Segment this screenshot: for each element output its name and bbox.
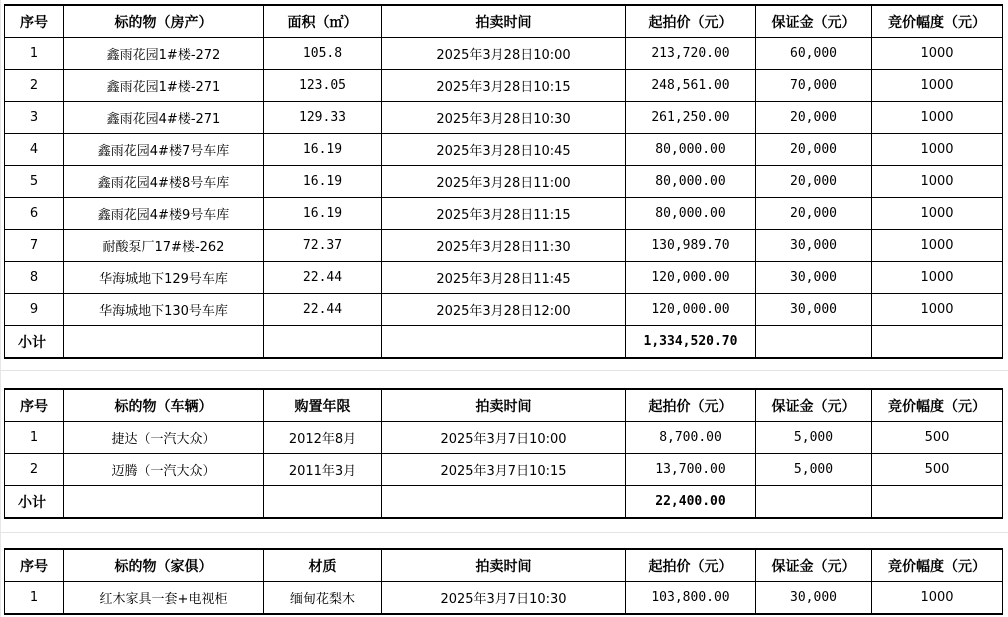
cell-bid-increment: 1000 bbox=[872, 38, 1003, 70]
header-auction-time: 拍卖时间 bbox=[382, 5, 626, 38]
cell-auction-time: 2025年3月28日11:00 bbox=[382, 166, 626, 198]
cell-starting-price: 80,000.00 bbox=[626, 166, 756, 198]
cell-deposit: 30,000 bbox=[756, 262, 872, 294]
table-row bbox=[5, 422, 1003, 454]
empty-cell bbox=[382, 486, 626, 519]
cell-area: 16.19 bbox=[264, 166, 382, 198]
cell-index: 4 bbox=[5, 134, 64, 166]
table-row bbox=[5, 454, 1003, 486]
subtotal-label: 小计 bbox=[5, 486, 64, 519]
header-item: 标的物（车辆） bbox=[64, 389, 264, 422]
cell-starting-price: 80,000.00 bbox=[626, 134, 756, 166]
cell-auction-time: 2025年3月7日10:30 bbox=[382, 582, 626, 615]
table-row bbox=[5, 102, 1003, 134]
cell-item: 红木家具一套+电视柜 bbox=[64, 582, 264, 615]
cell-bid-increment: 1000 bbox=[872, 582, 1003, 615]
cell-bid-increment: 500 bbox=[872, 422, 1003, 454]
cell-starting-price: 261,250.00 bbox=[626, 102, 756, 134]
cell-deposit: 5,000 bbox=[756, 422, 872, 454]
cell-index: 9 bbox=[5, 294, 64, 326]
cell-bid-increment: 1000 bbox=[872, 262, 1003, 294]
cell-bid-increment: 1000 bbox=[872, 198, 1003, 230]
table-row bbox=[5, 230, 1003, 262]
cell-item: 鑫雨花园4#楼7号车库 bbox=[64, 134, 264, 166]
cell-auction-time: 2025年3月28日10:00 bbox=[382, 38, 626, 70]
header-item: 标的物（房产） bbox=[64, 5, 264, 38]
subtotal-value: 1,334,520.70 bbox=[626, 326, 756, 359]
cell-bid-increment: 1000 bbox=[872, 134, 1003, 166]
cell-purchase-date: 2012年8月 bbox=[264, 422, 382, 454]
cell-bid-increment: 500 bbox=[872, 454, 1003, 486]
table-header-row bbox=[5, 5, 1003, 38]
table-header-row bbox=[5, 549, 1003, 582]
cell-item: 捷达（一汽大众） bbox=[64, 422, 264, 454]
cell-auction-time: 2025年3月7日10:15 bbox=[382, 454, 626, 486]
cell-auction-time: 2025年3月28日11:15 bbox=[382, 198, 626, 230]
cell-item: 鑫雨花园4#楼-271 bbox=[64, 102, 264, 134]
cell-deposit: 20,000 bbox=[756, 166, 872, 198]
cell-area: 16.19 bbox=[264, 134, 382, 166]
header-starting-price: 起拍价（元） bbox=[626, 549, 756, 582]
empty-cell bbox=[264, 326, 382, 359]
empty-cell bbox=[756, 326, 872, 359]
header-purchase-date: 购置年限 bbox=[264, 389, 382, 422]
header-starting-price: 起拍价（元） bbox=[626, 5, 756, 38]
header-index: 序号 bbox=[5, 5, 64, 38]
cell-area: 129.33 bbox=[264, 102, 382, 134]
cell-item: 耐酸泵厂17#楼-262 bbox=[64, 230, 264, 262]
cell-deposit: 20,000 bbox=[756, 134, 872, 166]
cell-purchase-date: 2011年3月 bbox=[264, 454, 382, 486]
header-material: 材质 bbox=[264, 549, 382, 582]
cell-area: 16.19 bbox=[264, 198, 382, 230]
cell-starting-price: 103,800.00 bbox=[626, 582, 756, 615]
cell-item: 鑫雨花园1#楼-272 bbox=[64, 38, 264, 70]
cell-bid-increment: 1000 bbox=[872, 102, 1003, 134]
cell-starting-price: 8,700.00 bbox=[626, 422, 756, 454]
header-bid-increment: 竞价幅度（元） bbox=[872, 389, 1003, 422]
empty-cell bbox=[756, 486, 872, 519]
cell-area: 22.44 bbox=[264, 294, 382, 326]
cell-index: 1 bbox=[5, 582, 64, 615]
cell-index: 7 bbox=[5, 230, 64, 262]
cell-index: 5 bbox=[5, 166, 64, 198]
empty-cell bbox=[872, 326, 1003, 359]
cell-deposit: 70,000 bbox=[756, 70, 872, 102]
cell-index: 1 bbox=[5, 38, 64, 70]
header-index: 序号 bbox=[5, 549, 64, 582]
cell-auction-time: 2025年3月28日10:45 bbox=[382, 134, 626, 166]
cell-index: 2 bbox=[5, 70, 64, 102]
cell-auction-time: 2025年3月28日10:15 bbox=[382, 70, 626, 102]
cell-deposit: 20,000 bbox=[756, 102, 872, 134]
subtotal-value: 22,400.00 bbox=[626, 486, 756, 519]
table-row bbox=[5, 582, 1003, 615]
cell-bid-increment: 1000 bbox=[872, 70, 1003, 102]
cell-index: 8 bbox=[5, 262, 64, 294]
cell-starting-price: 80,000.00 bbox=[626, 198, 756, 230]
subtotal-label: 小计 bbox=[5, 326, 64, 359]
cell-deposit: 20,000 bbox=[756, 198, 872, 230]
empty-cell bbox=[264, 486, 382, 519]
cell-bid-increment: 1000 bbox=[872, 166, 1003, 198]
table-row bbox=[5, 166, 1003, 198]
cell-material: 缅甸花梨木 bbox=[264, 582, 382, 615]
furniture-auction-table bbox=[4, 548, 1003, 615]
empty-cell bbox=[872, 486, 1003, 519]
property-auction-table bbox=[4, 4, 1003, 359]
cell-item: 鑫雨花园4#楼9号车库 bbox=[64, 198, 264, 230]
cell-deposit: 5,000 bbox=[756, 454, 872, 486]
cell-index: 1 bbox=[5, 422, 64, 454]
table-header-row bbox=[5, 389, 1003, 422]
table-row bbox=[5, 294, 1003, 326]
cell-starting-price: 13,700.00 bbox=[626, 454, 756, 486]
vehicle-auction-table bbox=[4, 388, 1003, 519]
cell-starting-price: 248,561.00 bbox=[626, 70, 756, 102]
table-row bbox=[5, 134, 1003, 166]
header-item: 标的物（家俱） bbox=[64, 549, 264, 582]
cell-item: 华海城地下130号车库 bbox=[64, 294, 264, 326]
subtotal-row bbox=[5, 486, 1003, 519]
cell-auction-time: 2025年3月28日10:30 bbox=[382, 102, 626, 134]
empty-cell bbox=[64, 326, 264, 359]
header-area: 面积（㎡） bbox=[264, 5, 382, 38]
cell-index: 2 bbox=[5, 454, 64, 486]
cell-auction-time: 2025年3月28日12:00 bbox=[382, 294, 626, 326]
header-deposit: 保证金（元） bbox=[756, 5, 872, 38]
cell-auction-time: 2025年3月7日10:00 bbox=[382, 422, 626, 454]
cell-item: 华海城地下129号车库 bbox=[64, 262, 264, 294]
header-auction-time: 拍卖时间 bbox=[382, 549, 626, 582]
cell-index: 3 bbox=[5, 102, 64, 134]
cell-bid-increment: 1000 bbox=[872, 294, 1003, 326]
header-bid-increment: 竞价幅度（元） bbox=[872, 549, 1003, 582]
cell-item: 迈腾（一汽大众） bbox=[64, 454, 264, 486]
cell-bid-increment: 1000 bbox=[872, 230, 1003, 262]
cell-deposit: 60,000 bbox=[756, 38, 872, 70]
cell-starting-price: 120,000.00 bbox=[626, 262, 756, 294]
cell-starting-price: 213,720.00 bbox=[626, 38, 756, 70]
cell-item: 鑫雨花园4#楼8号车库 bbox=[64, 166, 264, 198]
subtotal-row bbox=[5, 326, 1003, 359]
header-bid-increment: 竞价幅度（元） bbox=[872, 5, 1003, 38]
cell-item: 鑫雨花园1#楼-271 bbox=[64, 70, 264, 102]
empty-cell bbox=[64, 486, 264, 519]
cell-area: 105.8 bbox=[264, 38, 382, 70]
cell-deposit: 30,000 bbox=[756, 294, 872, 326]
cell-starting-price: 120,000.00 bbox=[626, 294, 756, 326]
header-starting-price: 起拍价（元） bbox=[626, 389, 756, 422]
cell-area: 72.37 bbox=[264, 230, 382, 262]
cell-area: 123.05 bbox=[264, 70, 382, 102]
header-deposit: 保证金（元） bbox=[756, 389, 872, 422]
table-row bbox=[5, 262, 1003, 294]
cell-index: 6 bbox=[5, 198, 64, 230]
header-index: 序号 bbox=[5, 389, 64, 422]
header-auction-time: 拍卖时间 bbox=[382, 389, 626, 422]
table-row bbox=[5, 198, 1003, 230]
header-deposit: 保证金（元） bbox=[756, 549, 872, 582]
cell-starting-price: 130,989.70 bbox=[626, 230, 756, 262]
cell-area: 22.44 bbox=[264, 262, 382, 294]
cell-auction-time: 2025年3月28日11:30 bbox=[382, 230, 626, 262]
table-row bbox=[5, 38, 1003, 70]
table-row bbox=[5, 70, 1003, 102]
cell-deposit: 30,000 bbox=[756, 582, 872, 615]
cell-deposit: 30,000 bbox=[756, 230, 872, 262]
empty-cell bbox=[382, 326, 626, 359]
cell-auction-time: 2025年3月28日11:45 bbox=[382, 262, 626, 294]
